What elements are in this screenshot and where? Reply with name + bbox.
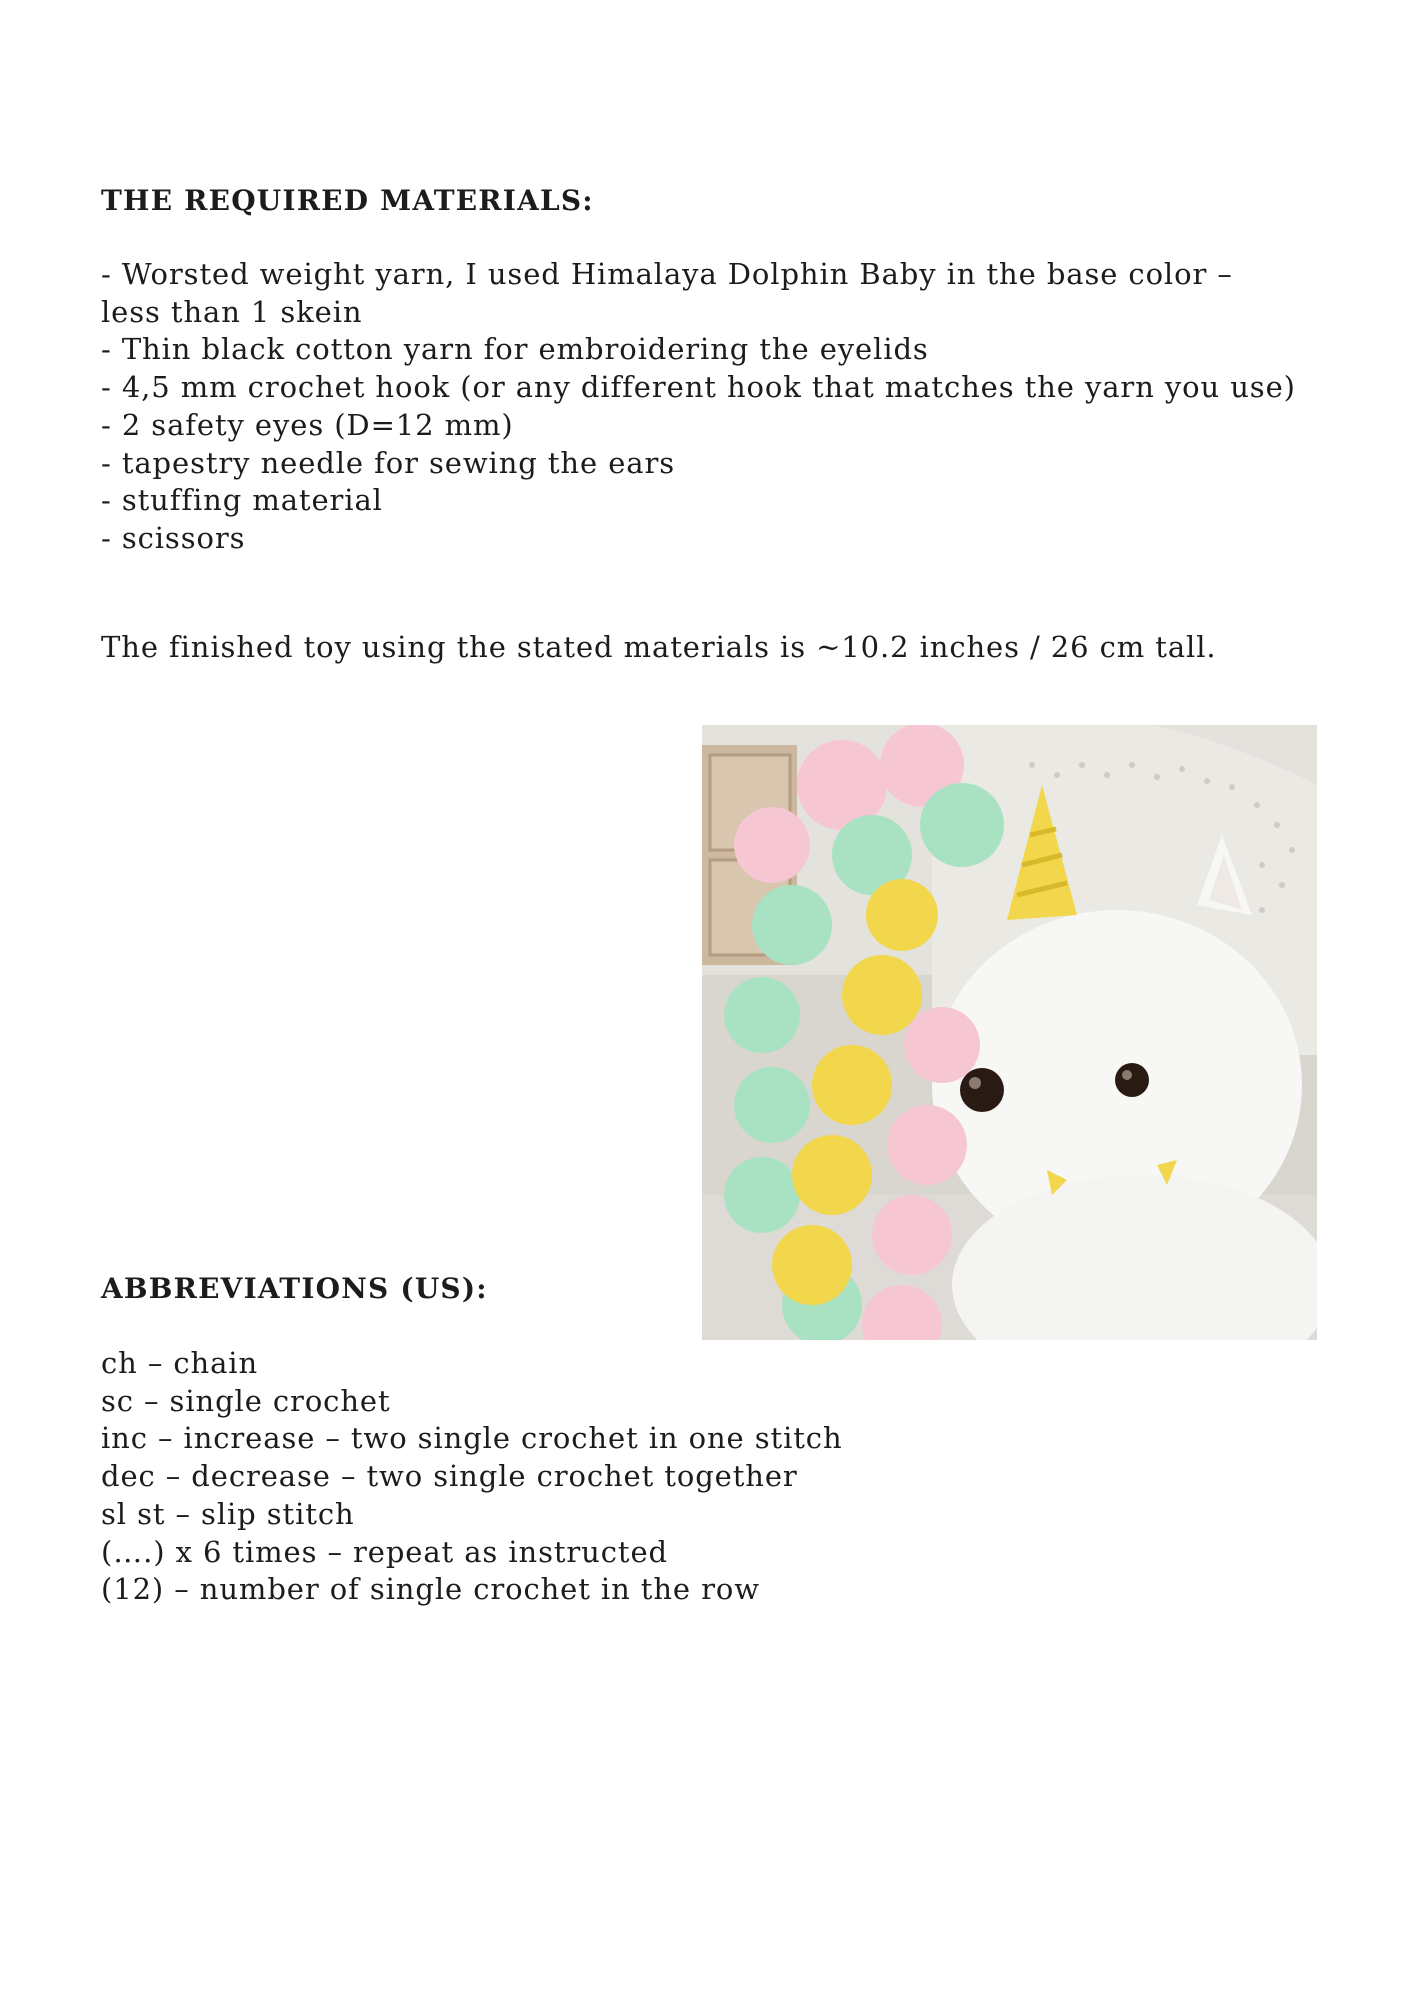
abbreviation-sc: sc – single crochet (101, 1383, 391, 1418)
abbreviation-count: (12) – number of single crochet in the row (101, 1572, 760, 1607)
materials-item-scissors: - scissors (101, 520, 246, 555)
materials-item-cotton-yarn: - Thin black cotton yarn for embroidering the eyelids (101, 332, 929, 367)
unicorn-photo (702, 725, 1317, 1340)
materials-item-stuffing: - stuffing material (101, 483, 383, 518)
materials-item-yarn-amount: less than 1 skein (101, 294, 363, 329)
materials-list (101, 256, 1296, 558)
materials-item-hook: - 4,5 mm crochet hook (or any different hook that matches the yarn you use) (101, 370, 1296, 405)
abbreviation-repeat: (….) x 6 times – repeat as instructed (101, 1534, 668, 1569)
abbreviation-ch: ch – chain (101, 1346, 259, 1380)
finished-size-text: The finished toy using the stated materials is ~10.2 inches / 26 cm tall. (101, 630, 1217, 664)
abbreviations-list (101, 1345, 843, 1609)
materials-heading: THE REQUIRED MATERIALS: (101, 184, 594, 217)
materials-item-yarn: - Worsted weight yarn, I used Himalaya Dolphin Baby in the base color – (101, 257, 1233, 291)
abbreviations-heading: ABBREVIATIONS (US): (101, 1272, 488, 1305)
abbreviation-inc: inc – increase – two single crochet in one stitch (101, 1421, 843, 1456)
materials-item-safety-eyes: - 2 safety eyes (D=12 mm) (101, 407, 514, 442)
materials-item-needle: - tapestry needle for sewing the ears (101, 445, 675, 480)
abbreviation-dec: dec – decrease – two single crochet together (101, 1459, 798, 1494)
abbreviation-sl-st: sl st – slip stitch (101, 1496, 355, 1531)
